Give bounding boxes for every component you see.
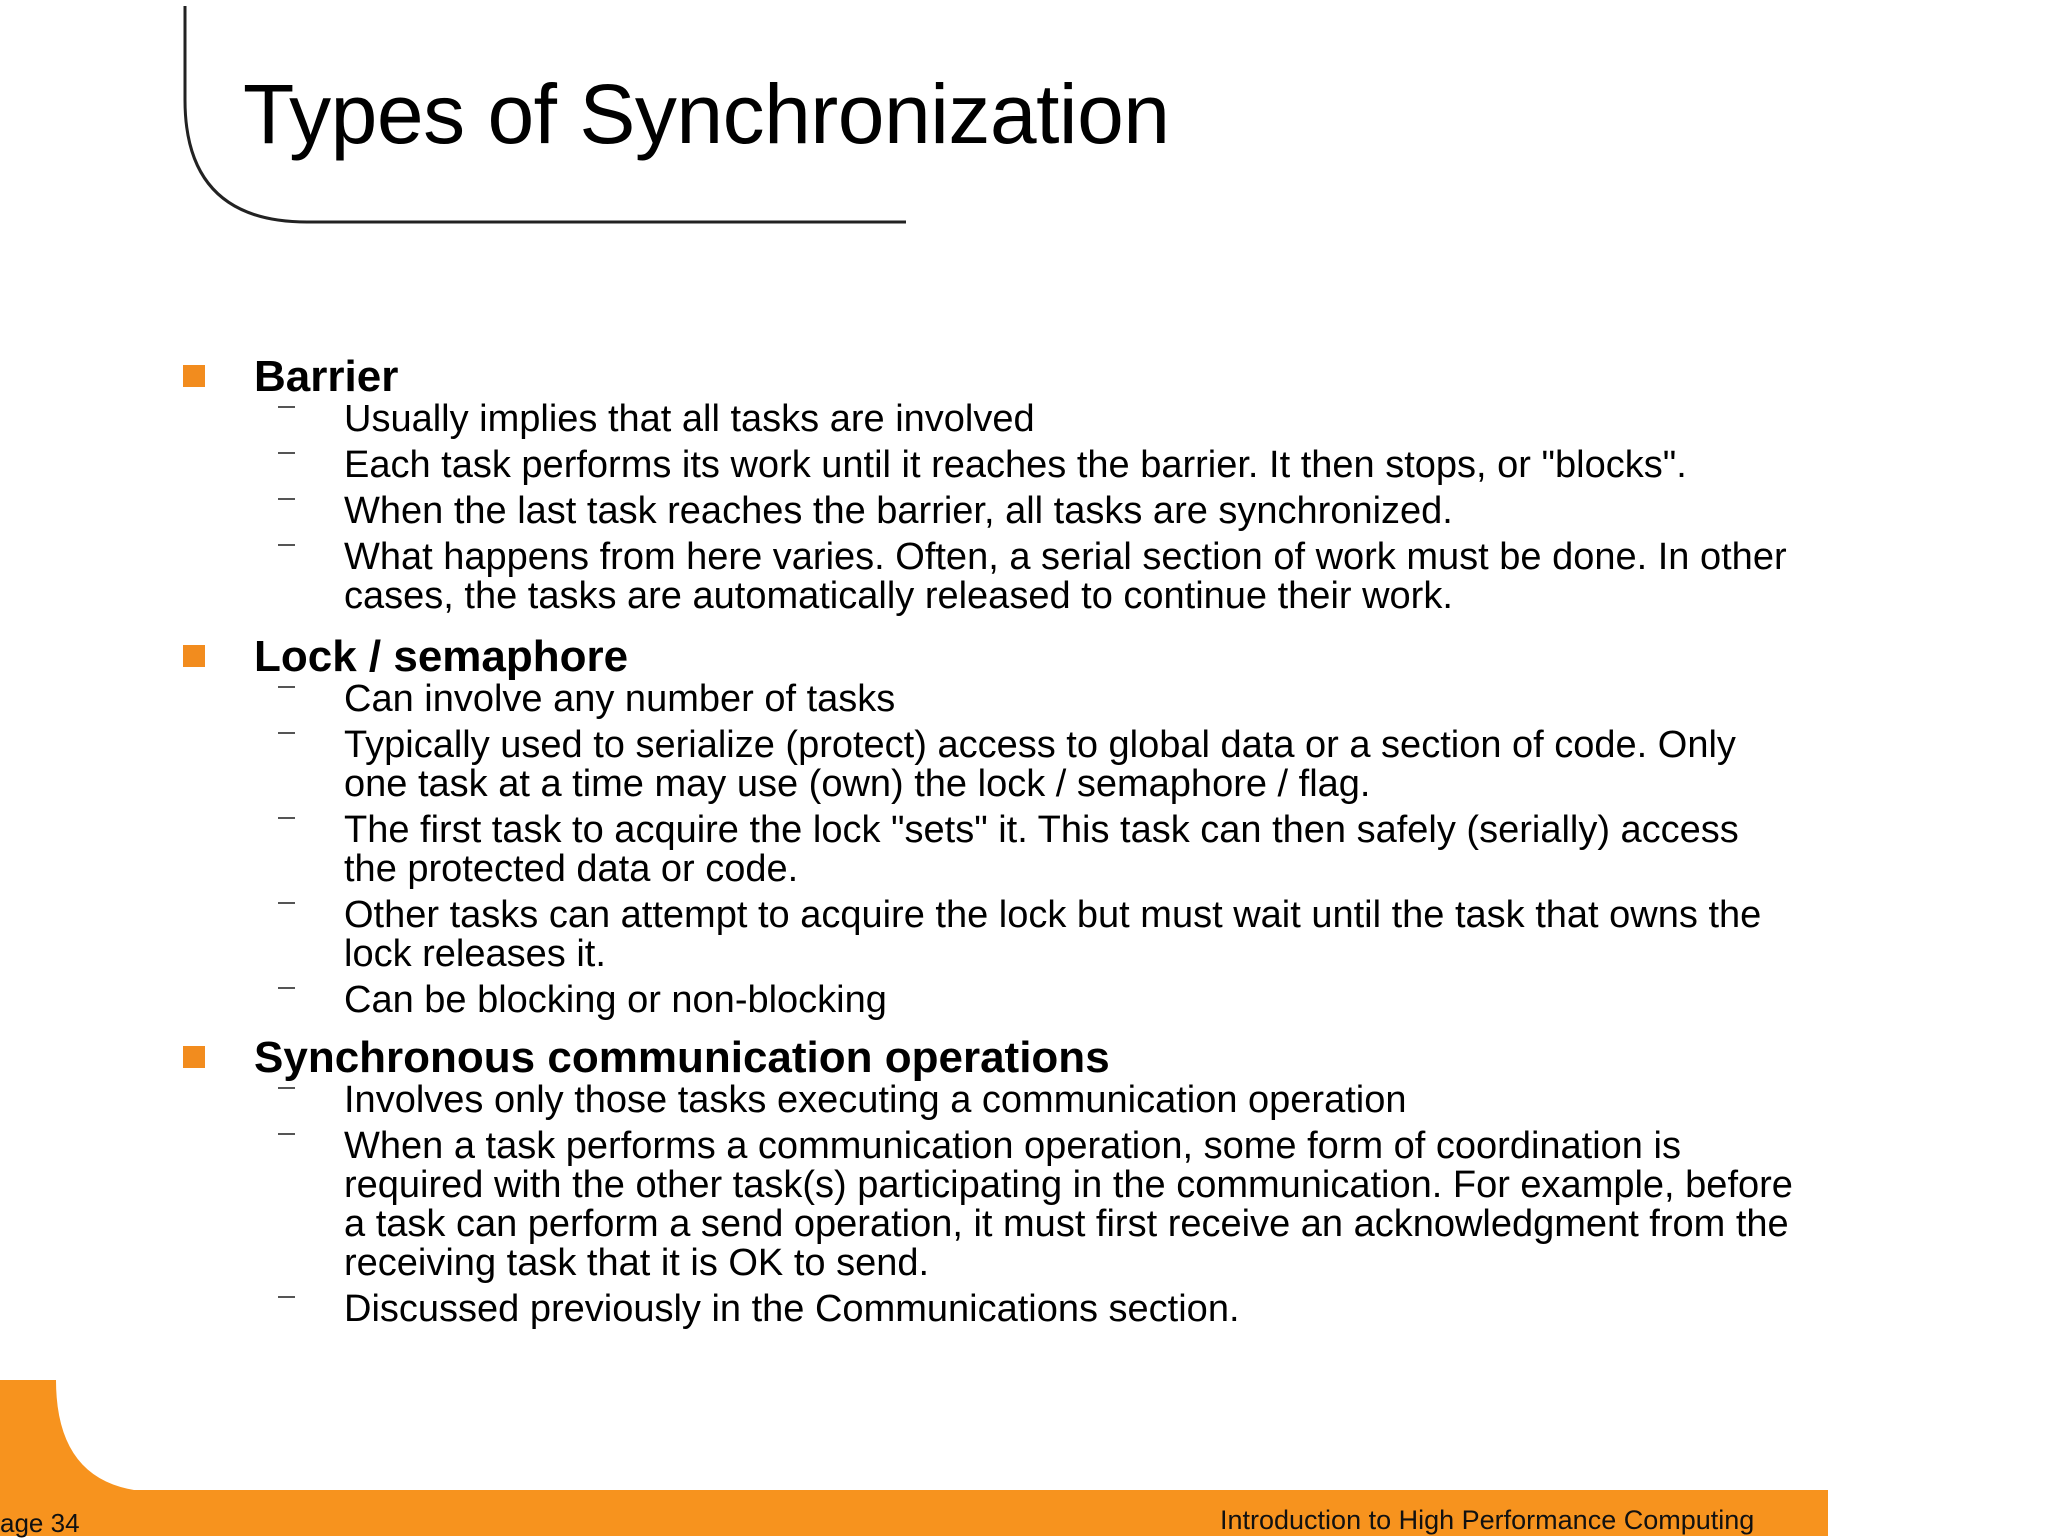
- dash-marker: [278, 732, 295, 734]
- sub-item: [344, 726, 1904, 804]
- sub-item: [344, 446, 1904, 485]
- dash-marker: [278, 1296, 295, 1298]
- bullet-square: [183, 645, 205, 667]
- slide-title: Types of Synchronization: [243, 67, 1170, 161]
- dash-marker: [278, 498, 295, 500]
- dash-marker: [278, 987, 295, 989]
- sub-item: [344, 1127, 1904, 1283]
- dash-marker: [278, 1133, 295, 1135]
- footer-corner-shape: [0, 1380, 140, 1492]
- sub-item: [344, 400, 1904, 439]
- sub-item: [344, 492, 1904, 531]
- sub-item-line: receiving task that it is OK to send.: [344, 1242, 930, 1284]
- sub-item: [344, 1290, 1904, 1329]
- dash-marker: [278, 544, 295, 546]
- sub-item: [344, 811, 1904, 889]
- sub-item-line: one task at a time may use (own) the lock / semaphore / flag.: [344, 763, 1371, 805]
- sub-item: [344, 538, 1904, 616]
- dash-marker: [278, 686, 295, 688]
- bullet-square: [183, 365, 205, 387]
- dash-marker: [278, 902, 295, 904]
- sub-item-line: Can involve any number of tasks: [344, 678, 896, 720]
- dash-marker: [278, 817, 295, 819]
- section-heading: Lock / semaphore: [254, 632, 629, 681]
- dash-marker: [278, 1087, 295, 1089]
- sub-item: [344, 1081, 1904, 1120]
- sub-item-line: The first task to acquire the lock "sets" it. This task can then safely (serially) access: [344, 809, 1739, 851]
- sub-item-line: When a task performs a communication operation, some form of coordination is: [344, 1125, 1681, 1167]
- section-heading: Synchronous communication operations: [254, 1033, 1110, 1082]
- course-title: Introduction to High Performance Computing: [1220, 1505, 1755, 1535]
- sub-item: [344, 896, 1904, 974]
- sub-item: [344, 981, 1904, 1020]
- dash-marker: [278, 406, 295, 408]
- sub-item-line: Other tasks can attempt to acquire the lock but must wait until the task that owns the: [344, 894, 1762, 936]
- sub-item-line: When the last task reaches the barrier, all tasks are synchronized.: [344, 490, 1453, 532]
- sub-item-line: Discussed previously in the Communications section.: [344, 1288, 1240, 1330]
- sub-item-line: Involves only those tasks executing a communication operation: [344, 1079, 1407, 1121]
- dash-marker: [278, 452, 295, 454]
- sub-item-line: cases, the tasks are automatically released to continue their work.: [344, 575, 1453, 617]
- sub-item-line: lock releases it.: [344, 933, 606, 975]
- sub-item-line: What happens from here varies. Often, a serial section of work must be done. In other: [344, 536, 1787, 578]
- sub-item-line: Usually implies that all tasks are involved: [344, 398, 1035, 440]
- sub-item-line: the protected data or code.: [344, 848, 799, 890]
- page-number: age 34: [0, 1508, 80, 1538]
- sub-item-line: Each task performs its work until it reaches the barrier. It then stops, or "blocks".: [344, 444, 1687, 486]
- sub-item-line: Can be blocking or non-blocking: [344, 979, 887, 1021]
- sub-item-line: a task can perform a send operation, it must first receive an acknowledgment from the: [344, 1203, 1789, 1245]
- sub-item-line: Typically used to serialize (protect) access to global data or a section of code. Only: [344, 724, 1736, 766]
- section-heading: Barrier: [254, 352, 399, 401]
- bullet-square: [183, 1046, 205, 1068]
- sub-item-line: required with the other task(s) participating in the communication. For example, before: [344, 1164, 1793, 1206]
- sub-item: [344, 680, 1904, 719]
